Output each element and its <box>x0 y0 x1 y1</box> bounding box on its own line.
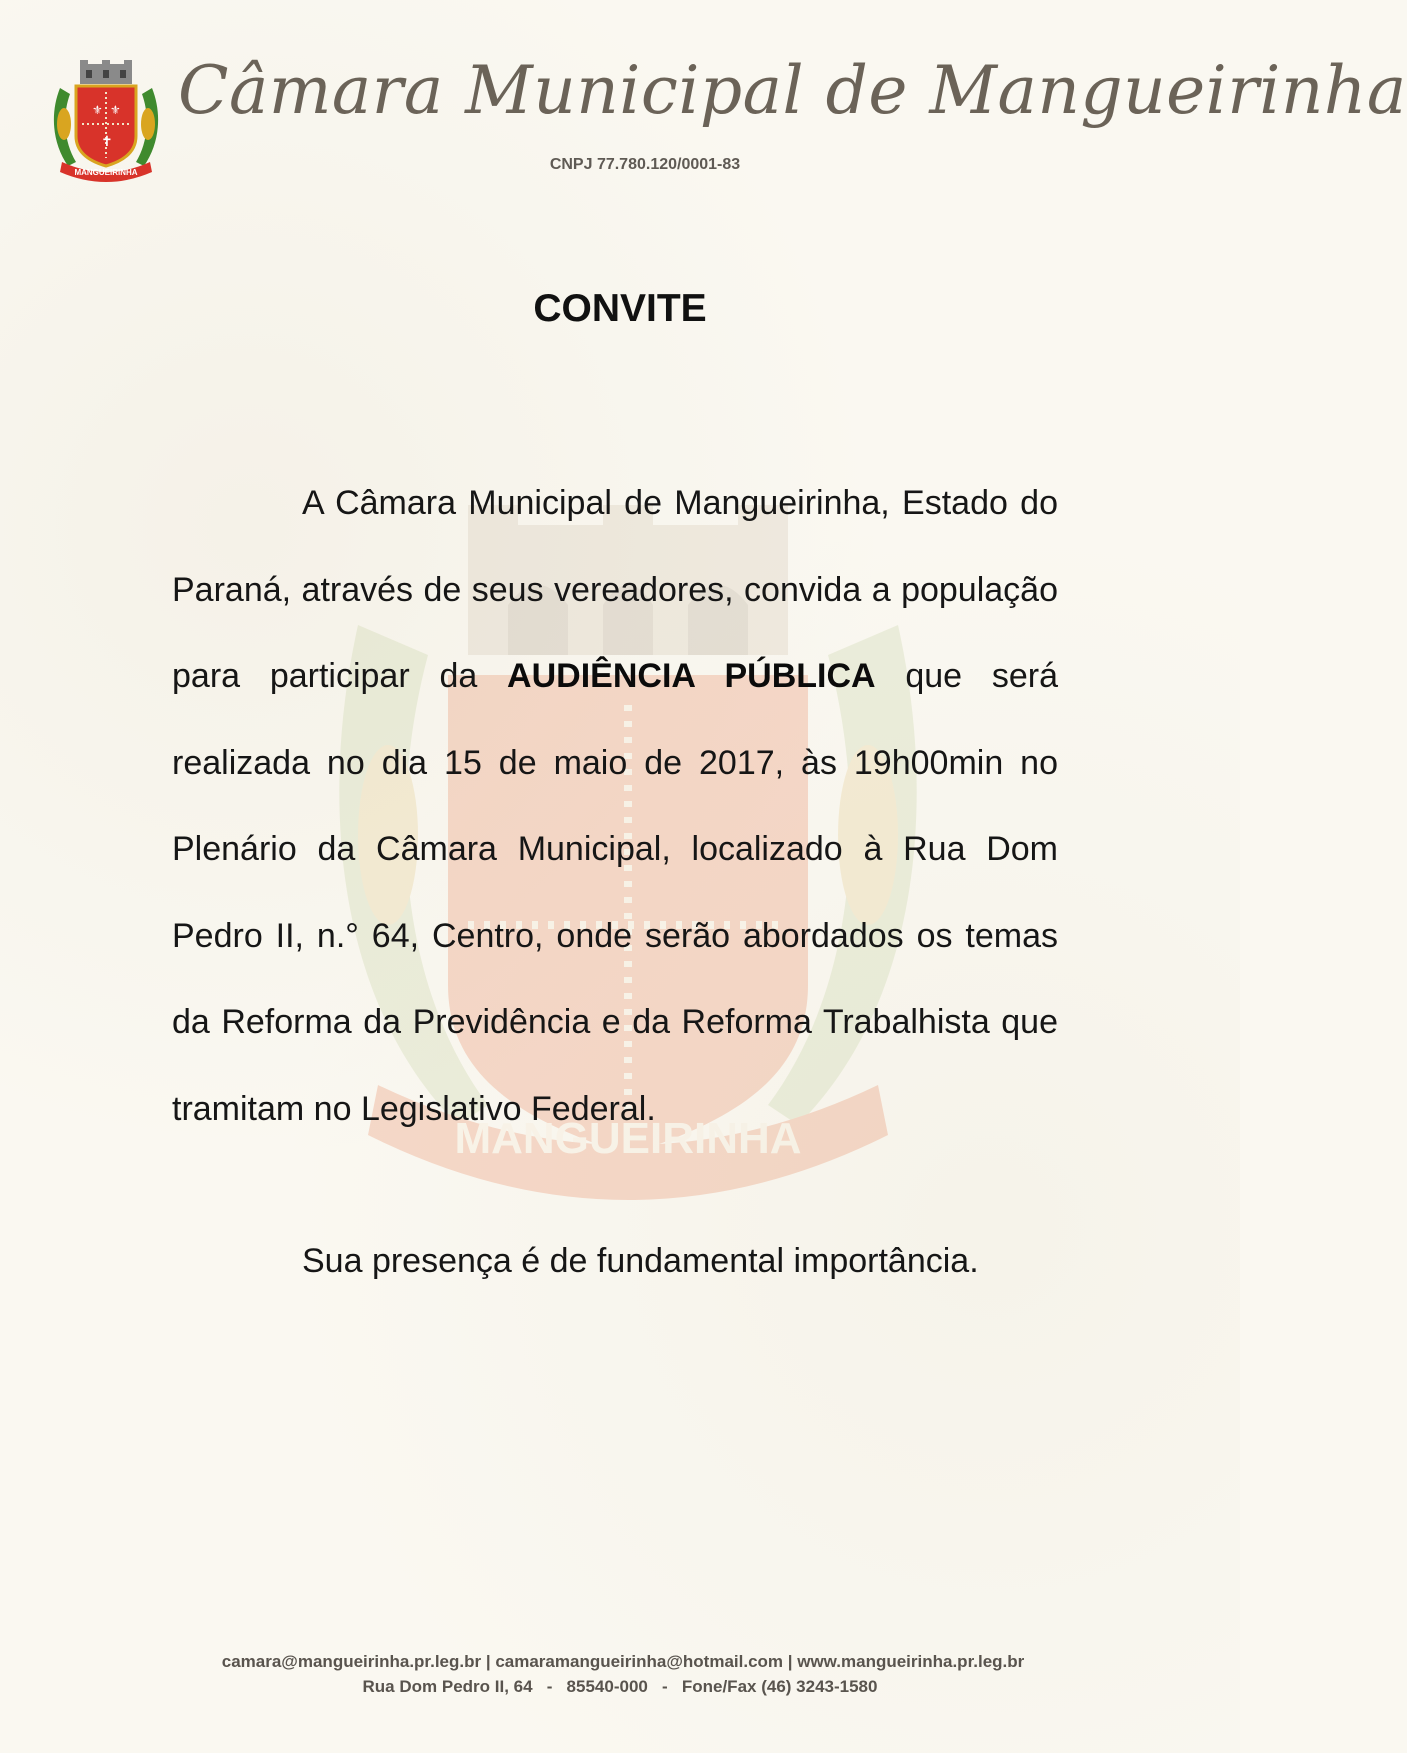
cnpj-number: CNPJ 77.780.120/0001-83 <box>549 156 741 173</box>
seal-ribbon-text: MANGUEIRINHA <box>74 168 138 177</box>
document-title: CONVITE <box>533 287 707 330</box>
closing-sentence: Sua presença é de fundamental importância. <box>302 1242 979 1280</box>
svg-text:⚜: ⚜ <box>110 103 121 117</box>
watermark-ribbon-text: MANGUEIRINHA <box>454 1114 802 1163</box>
svg-text:⚜: ⚜ <box>92 103 103 117</box>
institution-name: Câmara Municipal de Mangueirinha <box>178 52 1407 129</box>
svg-text:✝: ✝ <box>101 134 113 150</box>
footer-address: Rua Dom Pedro II, 64 - 85540-000 - Fone/Fax (46) 3243-1580 <box>362 1677 878 1696</box>
invitation-paragraph <box>172 460 1058 1152</box>
paragraph-text-start: A Câmara Municipal de Mangueirinha, Estado do Paraná, através de seus vereadores, convida a população para participar da <box>172 484 1058 695</box>
event-name: AUDIÊNCIA PÚBLICA <box>507 657 876 695</box>
paragraph-text-end: que será realizada no dia 15 de maio de 2017, às 19h00min no Plenário da Câmara Municipal, localizado à Rua Dom Pedro II, n.° 64, Centro, onde serão abordados os temas da Reforma da Previdência e da Reforma Trabalhista que tramitam no Legislativo Federal. <box>172 657 1059 1128</box>
footer-contacts: camara@mangueirinha.pr.leg.br | camaramangueirinha@hotmail.com | www.mangueirinha.pr.leg.br <box>221 1652 1025 1671</box>
